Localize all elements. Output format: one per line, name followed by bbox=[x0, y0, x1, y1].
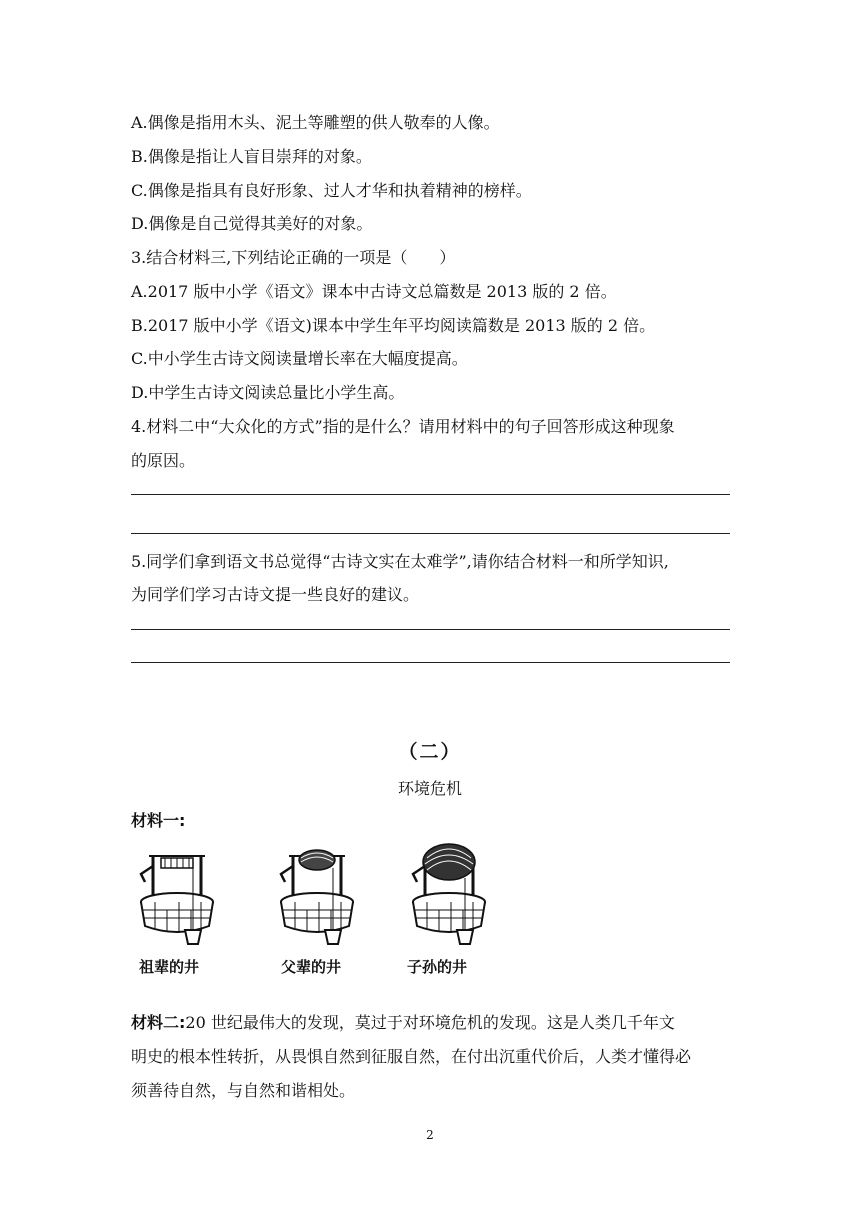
answer-line-q5-1[interactable] bbox=[131, 629, 730, 630]
question-3-option-b: B.2017 版中小学《语文)课本中学生年平均阅读篇数是 2013 版的 2 倍。 bbox=[131, 316, 656, 335]
material-2-text: 20 世纪最伟大的发现，莫过于对环境危机的发现。这是人类几千年文 bbox=[185, 1013, 675, 1032]
section-subtitle: 环境危机 bbox=[397, 779, 462, 798]
well-caption: 父辈的井 bbox=[281, 958, 342, 976]
well-illustrations bbox=[131, 838, 511, 978]
well-grandparents bbox=[131, 838, 231, 978]
material-2-line-2: 明史的根本性转折，从畏惧自然到征服自然，在付出沉重代价后，人类才懂得必 bbox=[131, 1047, 692, 1066]
option-a: A.偶像是指用木头、泥土等雕塑的供人敬奉的人像。 bbox=[131, 113, 500, 132]
well-parents bbox=[271, 838, 371, 978]
question-3-option-d: D.中学生古诗文阅读总量比小学生高。 bbox=[131, 383, 405, 402]
question-3-option-a: A.2017 版中小学《语文》课本中古诗文总篇数是 2013 版的 2 倍。 bbox=[131, 282, 617, 301]
well-icon bbox=[403, 838, 503, 953]
answer-line-q4-1[interactable] bbox=[131, 494, 730, 495]
page-number: 2 bbox=[426, 1128, 434, 1142]
well-caption: 祖辈的井 bbox=[139, 958, 200, 976]
answer-line-q4-2[interactable] bbox=[131, 533, 730, 534]
well-descendants bbox=[403, 838, 503, 978]
well-caption: 子孙的井 bbox=[407, 958, 468, 976]
question-5-line-2: 为同学们学习古诗文提一些良好的建议。 bbox=[131, 585, 420, 604]
material-2-line-3: 须善待自然，与自然和谐相处。 bbox=[131, 1081, 356, 1100]
section-title: （二） bbox=[398, 741, 462, 763]
question-3: 3.结合材料三,下列结论正确的一项是（ ） bbox=[131, 248, 456, 267]
well-icon bbox=[271, 838, 371, 953]
question-3-option-c: C.中小学生古诗文阅读量增长率在大幅度提高。 bbox=[131, 349, 468, 368]
answer-line-q5-2[interactable] bbox=[131, 662, 730, 663]
question-4-line-2: 的原因。 bbox=[131, 451, 196, 470]
well-icon bbox=[131, 838, 231, 953]
option-c: C.偶像是指具有良好形象、过人才华和执着精神的榜样。 bbox=[131, 181, 532, 200]
material-2-line-1 bbox=[131, 1012, 675, 1034]
material-1-label: 材料一: bbox=[131, 811, 186, 830]
question-4-line-1: 4.材料二中“大众化的方式”指的是什么？请用材料中的句子回答形成这种现象 bbox=[131, 417, 675, 436]
material-2-label: 材料二: bbox=[131, 1013, 186, 1032]
question-5-line-1: 5.同学们拿到语文书总觉得“古诗文实在太难学”,请你结合材料一和所学知识, bbox=[131, 552, 669, 571]
option-b: B.偶像是指让人盲目崇拜的对象。 bbox=[131, 147, 372, 166]
option-d: D.偶像是自己觉得其美好的对象。 bbox=[131, 214, 373, 233]
